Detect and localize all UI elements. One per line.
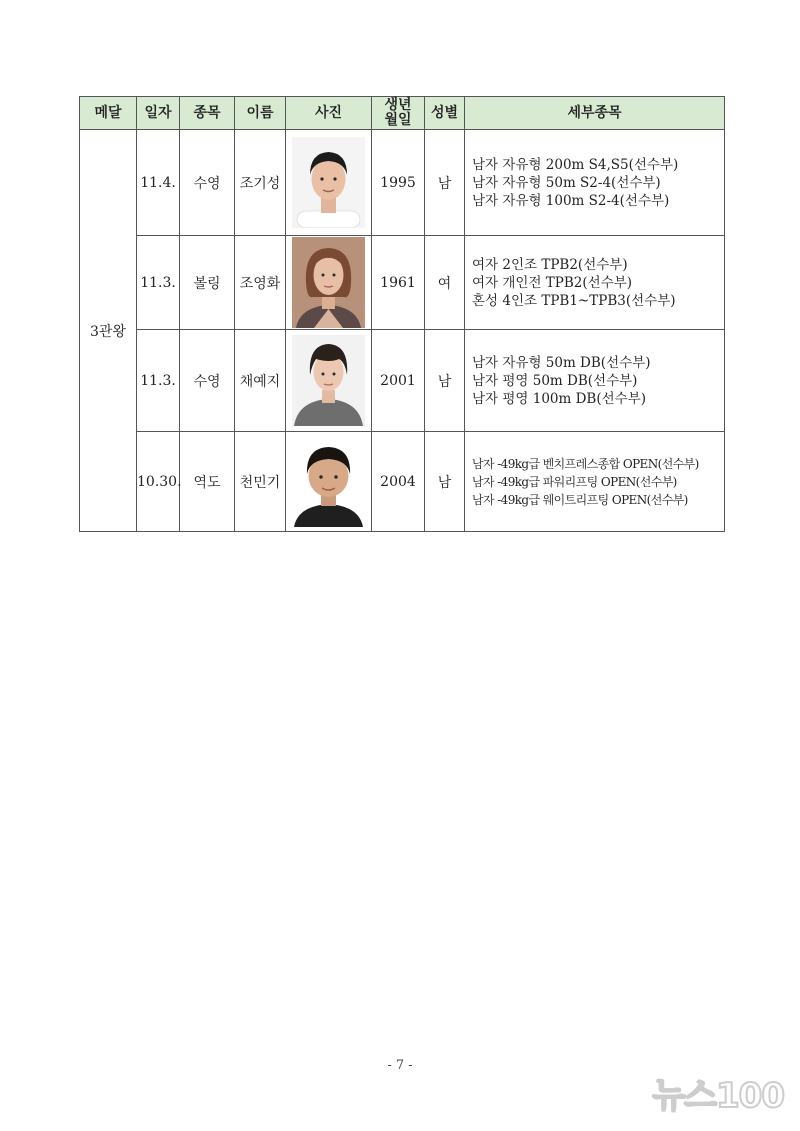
header-date: 일자: [137, 97, 180, 130]
birth-year-cell: 1995: [372, 130, 425, 236]
date-cell: 10.30.: [137, 432, 180, 532]
athlete-photo: [292, 137, 365, 228]
events-cell: [465, 330, 725, 432]
header-birth: [372, 97, 425, 130]
athlete-photo: [292, 335, 365, 426]
gender-cell: 남: [425, 130, 465, 236]
date-cell: 11.3.: [137, 330, 180, 432]
photo-cell: [286, 130, 372, 236]
birth-year-cell: 2001: [372, 330, 425, 432]
event-line: 남자 -49kg급 파워리프팅 OPEN(선수부): [472, 474, 677, 489]
event-line: 남자 평영 50m DB(선수부): [472, 372, 638, 389]
sport-cell: 수영: [180, 130, 235, 236]
athlete-name-cell: 조영화: [235, 236, 286, 330]
event-line: 남자 자유형 100m S2-4(선수부): [472, 192, 670, 209]
gender-cell: 남: [425, 432, 465, 532]
athlete-name-cell: 천민기: [235, 432, 286, 532]
table-row: [80, 236, 725, 330]
header-photo: 사진: [286, 97, 372, 130]
athlete-photo: [292, 237, 365, 328]
watermark-logo: 뉴스100: [652, 1076, 784, 1116]
event-line: 여자 개인전 TPB2(선수부): [472, 274, 633, 291]
photo-cell: [286, 432, 372, 532]
header-row: [80, 97, 725, 130]
athlete-name-cell: 채예지: [235, 330, 286, 432]
event-line: 남자 -49kg급 벤치프레스종합 OPEN(선수부): [472, 456, 699, 471]
header-birth-line2: 월일: [384, 112, 412, 128]
date-cell: 11.4.: [137, 130, 180, 236]
gender-cell: 여: [425, 236, 465, 330]
date-cell: 11.3.: [137, 236, 180, 330]
sport-cell: 볼링: [180, 236, 235, 330]
event-line: 남자 -49kg급 웨이트리프팅 OPEN(선수부): [472, 492, 688, 507]
event-line: 남자 평영 100m DB(선수부): [472, 390, 647, 407]
photo-cell: [286, 236, 372, 330]
page-number: - 7 -: [387, 1058, 413, 1073]
medal-table: [79, 96, 725, 532]
photo-cell: [286, 330, 372, 432]
table-row: [80, 432, 725, 532]
event-line: 혼성 4인조 TPB1~TPB3(선수부): [472, 292, 676, 309]
events-cell: [465, 432, 725, 532]
events-cell: [465, 236, 725, 330]
events-cell: [465, 130, 725, 236]
table-row: [80, 130, 725, 236]
event-line: 남자 자유형 200m S4,S5(선수부): [472, 156, 679, 173]
gender-cell: 남: [425, 330, 465, 432]
header-gender: 성별: [425, 97, 465, 130]
header-medal: 메달: [80, 97, 137, 130]
header-sport: 종목: [180, 97, 235, 130]
event-line: 남자 자유형 50m DB(선수부): [472, 354, 651, 371]
header-birth-line1: 생년: [384, 97, 412, 113]
table-row: [80, 330, 725, 432]
athlete-photo: [292, 436, 365, 527]
event-line: 남자 자유형 50m S2-4(선수부): [472, 174, 661, 191]
sport-cell: 수영: [180, 330, 235, 432]
birth-year-cell: 2004: [372, 432, 425, 532]
header-events: 세부종목: [465, 97, 725, 130]
header-name: 이름: [235, 97, 286, 130]
event-line: 여자 2인조 TPB2(선수부): [472, 256, 628, 273]
sport-cell: 역도: [180, 432, 235, 532]
birth-year-cell: 1961: [372, 236, 425, 330]
athlete-name-cell: 조기성: [235, 130, 286, 236]
medal-group-cell: 3관왕: [80, 130, 137, 532]
